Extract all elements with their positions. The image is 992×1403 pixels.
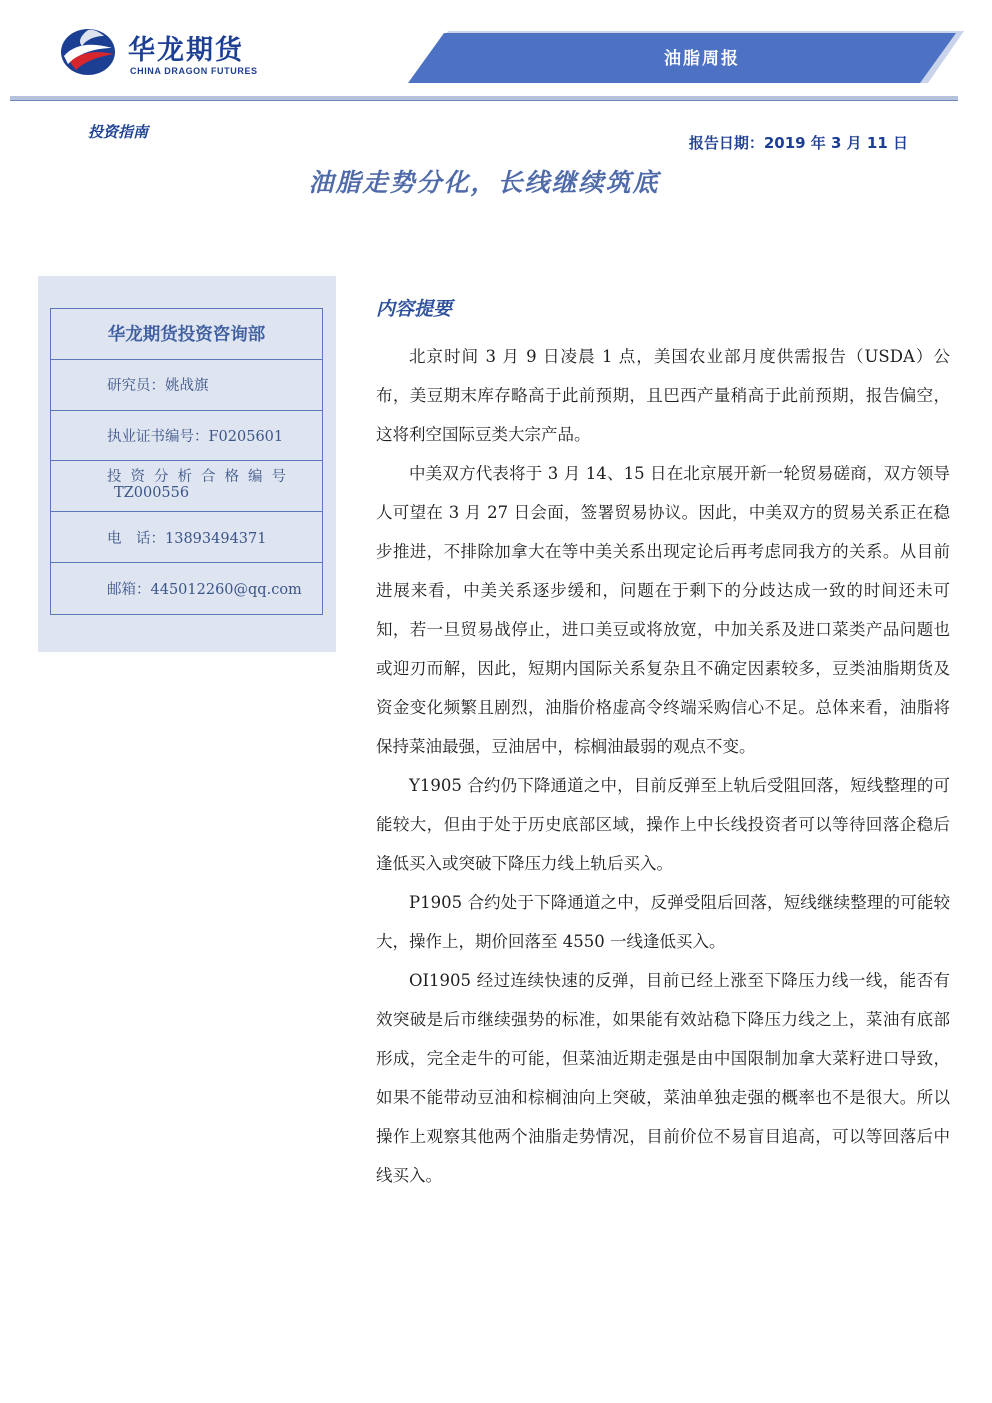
info-heading: 华龙期货投资咨询部 — [51, 309, 322, 360]
report-type-label: 油脂周报 — [664, 49, 740, 69]
summary-paragraph: 中美双方代表将于 3 月 14、15 日在北京展开新一轮贸易磋商，双方领导人可望在 3 月 27 日会面，签署贸易协议。因此，中美双方的贸易关系正在稳步推进，不排除加拿大在等中美关系出现定论后再考虑同我方的关系。从目前进展来看，中美关系逐步缓和，问题在于剩下的分歧达成一致的时间还未可知，若一旦贸易战停止，进口美豆或将放宽，中加关系及进口菜类产品问题也或迎刃而解，因此，短期内国际关系复杂且不确定因素较多，豆类油脂期货及资金变化频繁且剧烈，油脂价格虚高令终端采购信心不足。总体来看，油脂将保持菜油最强，豆油居中，棕榈油最弱的观点不变。 — [376, 464, 950, 756]
brand-name: 华龙期货 — [128, 35, 244, 66]
info-qualification-label: 投资分析合格编号 — [107, 469, 295, 486]
info-email — [51, 563, 322, 614]
summary-paragraph: P1905 合约处于下降通道之中，反弹受阻后回落，短线继续整理的可能较大，操作上，期价回落至 4550 一线逢低买入。 — [376, 893, 950, 951]
info-qualification-no: TZ000556 — [114, 485, 190, 502]
info-researcher-text: 研究员：姚战旗 — [107, 378, 209, 395]
brand-english-name: CHINA DRAGON FUTURES — [130, 66, 258, 76]
info-license-text: 执业证书编号：F0205601 — [107, 428, 284, 445]
info-phone — [51, 512, 322, 563]
summary-heading: 内容提要 — [376, 298, 453, 320]
page-title: 油脂走势分化，长线继续筑底 — [308, 168, 660, 197]
summary-paragraph: Y1905 合约仍下降通道之中，目前反弹至上轨后受阻回落，短线整理的可能较大，但由于处于历史底部区域，操作上中长线投资者可以等待回落企稳后逢低买入或突破下降压力线上轨后买入。 — [376, 776, 950, 873]
summary-paragraph: OI1905 经过连续快速的反弹，目前已经上涨至下降压力线一线，能否有效突破是后市继续强势的标准，如果能有效站稳下降压力线之上，菜油有底部形成，完全走牛的可能，但菜油近期走强是由中国限制加拿大菜籽进口导致，如果不能带动豆油和棕榈油向上突破，菜油单独走强的概率也不是很大。所以操作上观察其他两个油脂走势情况，目前价位不易盲目追高，可以等回落后中线买入。 — [376, 971, 950, 1185]
section-tag: 投资指南 — [88, 123, 149, 141]
info-phone-text: 电 话：13893494371 — [107, 530, 267, 547]
info-email-text: 邮箱：445012260@qq.com — [107, 581, 302, 598]
summary-body — [376, 337, 950, 1195]
info-researcher — [51, 360, 322, 411]
info-license — [51, 411, 322, 462]
info-table — [50, 308, 323, 615]
report-date: 报告日期：2019 年 3 月 11 日 — [688, 134, 908, 152]
info-qualification — [51, 461, 322, 512]
china-dragon-logo-icon — [58, 26, 118, 78]
summary-paragraph: 北京时间 3 月 9 日凌晨 1 点，美国农业部月度供需报告（USDA）公布，美豆期末库存略高于此前预期，且巴西产量稍高于此前预期，报告偏空，这将利空国际豆类大宗产品。 — [376, 347, 950, 444]
header-divider-thin — [10, 100, 958, 101]
